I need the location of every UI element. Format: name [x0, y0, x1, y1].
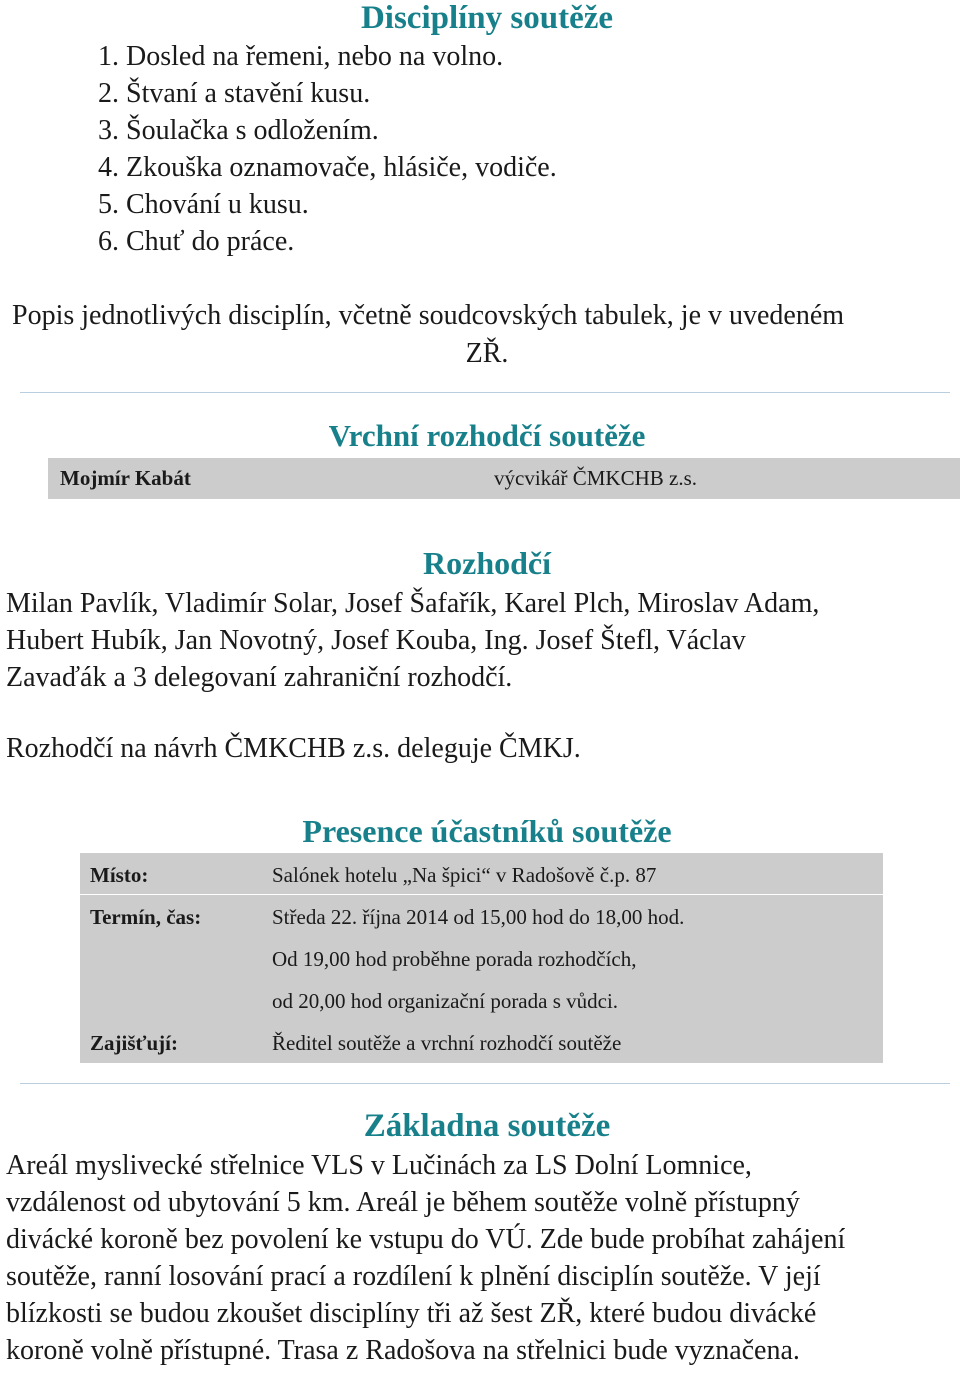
provided-label: Zajišťují:	[90, 1031, 178, 1055]
base-heading: Základna soutěže	[363, 1108, 611, 1144]
list-item: 5. Chování u kusu.	[98, 189, 309, 220]
time-line: Středa 22. října 2014 od 15,00 hod do 18,00 hod.	[272, 905, 685, 929]
chief-judge-role: výcvikář ČMKCHB z.s.	[494, 466, 697, 490]
list-item: 6. Chuť do práce.	[98, 226, 295, 257]
base-line: vzdálenost od ubytování 5 km. Areál je během soutěže volně přístupný	[6, 1187, 800, 1218]
base-line: divácké koroně bez povolení ke vstupu do VÚ. Zde bude probíhat zahájení	[6, 1224, 846, 1255]
judges-delegation: Rozhodčí na návrh ČMKCHB z.s. deleguje ČMKJ.	[6, 733, 581, 764]
judges-line: Milan Pavlík, Vladimír Solar, Josef Šafařík, Karel Plch, Miroslav Adam,	[6, 588, 820, 619]
time-line: od 20,00 hod organizační porada s vůdci.	[272, 989, 619, 1013]
base-line: soutěže, ranní losování prací a rozdílení k plnění disciplín soutěže. V její	[6, 1261, 821, 1292]
base-line: Areál myslivecké střelnice VLS v Lučinách za LS Dolní Lomnice,	[6, 1150, 752, 1181]
base-line: blízkosti se budou zkoušet disciplíny tři až šest ZŘ, které budou divácké	[6, 1298, 817, 1329]
place-label: Místo:	[90, 863, 149, 887]
list-item: 2. Štvaní a stavění kusu.	[98, 78, 371, 109]
chief-judge-heading: Vrchní rozhodčí soutěže	[328, 418, 646, 453]
disciplines-note: Popis jednotlivých disciplín, včetně soudcovských tabulek, je v uvedeném	[12, 300, 845, 331]
judges-line: Zavaďák a 3 delegovaní zahraniční rozhodčí.	[6, 662, 513, 693]
place-value: Salónek hotelu „Na špici“ v Radošově č.p. 87	[272, 863, 657, 887]
judges-heading: Rozhodčí	[423, 545, 551, 581]
list-item: 3. Šoulačka s odložením.	[98, 115, 379, 146]
chief-judge-name: Mojmír Kabát	[60, 466, 191, 490]
disciplines-heading: Disciplíny soutěže	[360, 0, 614, 36]
time-line: Od 19,00 hod proběhne porada rozhodčích,	[272, 947, 637, 971]
base-line: koroně volně přístupné. Trasa z Radošova na střelnici bude vyznačena.	[6, 1335, 800, 1366]
time-label: Termín, čas:	[90, 905, 202, 929]
provided-value: Ředitel soutěže a vrchní rozhodčí soutěže	[272, 1031, 622, 1055]
disciplines-note-continued: ZŘ.	[465, 338, 509, 369]
list-item: 1. Dosled na řemeni, nebo na volno.	[98, 41, 504, 72]
presence-heading: Presence účastníků soutěže	[302, 813, 672, 849]
list-item: 4. Zkouška oznamovače, hlásiče, vodiče.	[98, 152, 557, 183]
divider	[20, 392, 950, 393]
judges-line: Hubert Hubík, Jan Novotný, Josef Kouba, Ing. Josef Štefl, Václav	[6, 625, 746, 656]
divider	[20, 1083, 950, 1084]
